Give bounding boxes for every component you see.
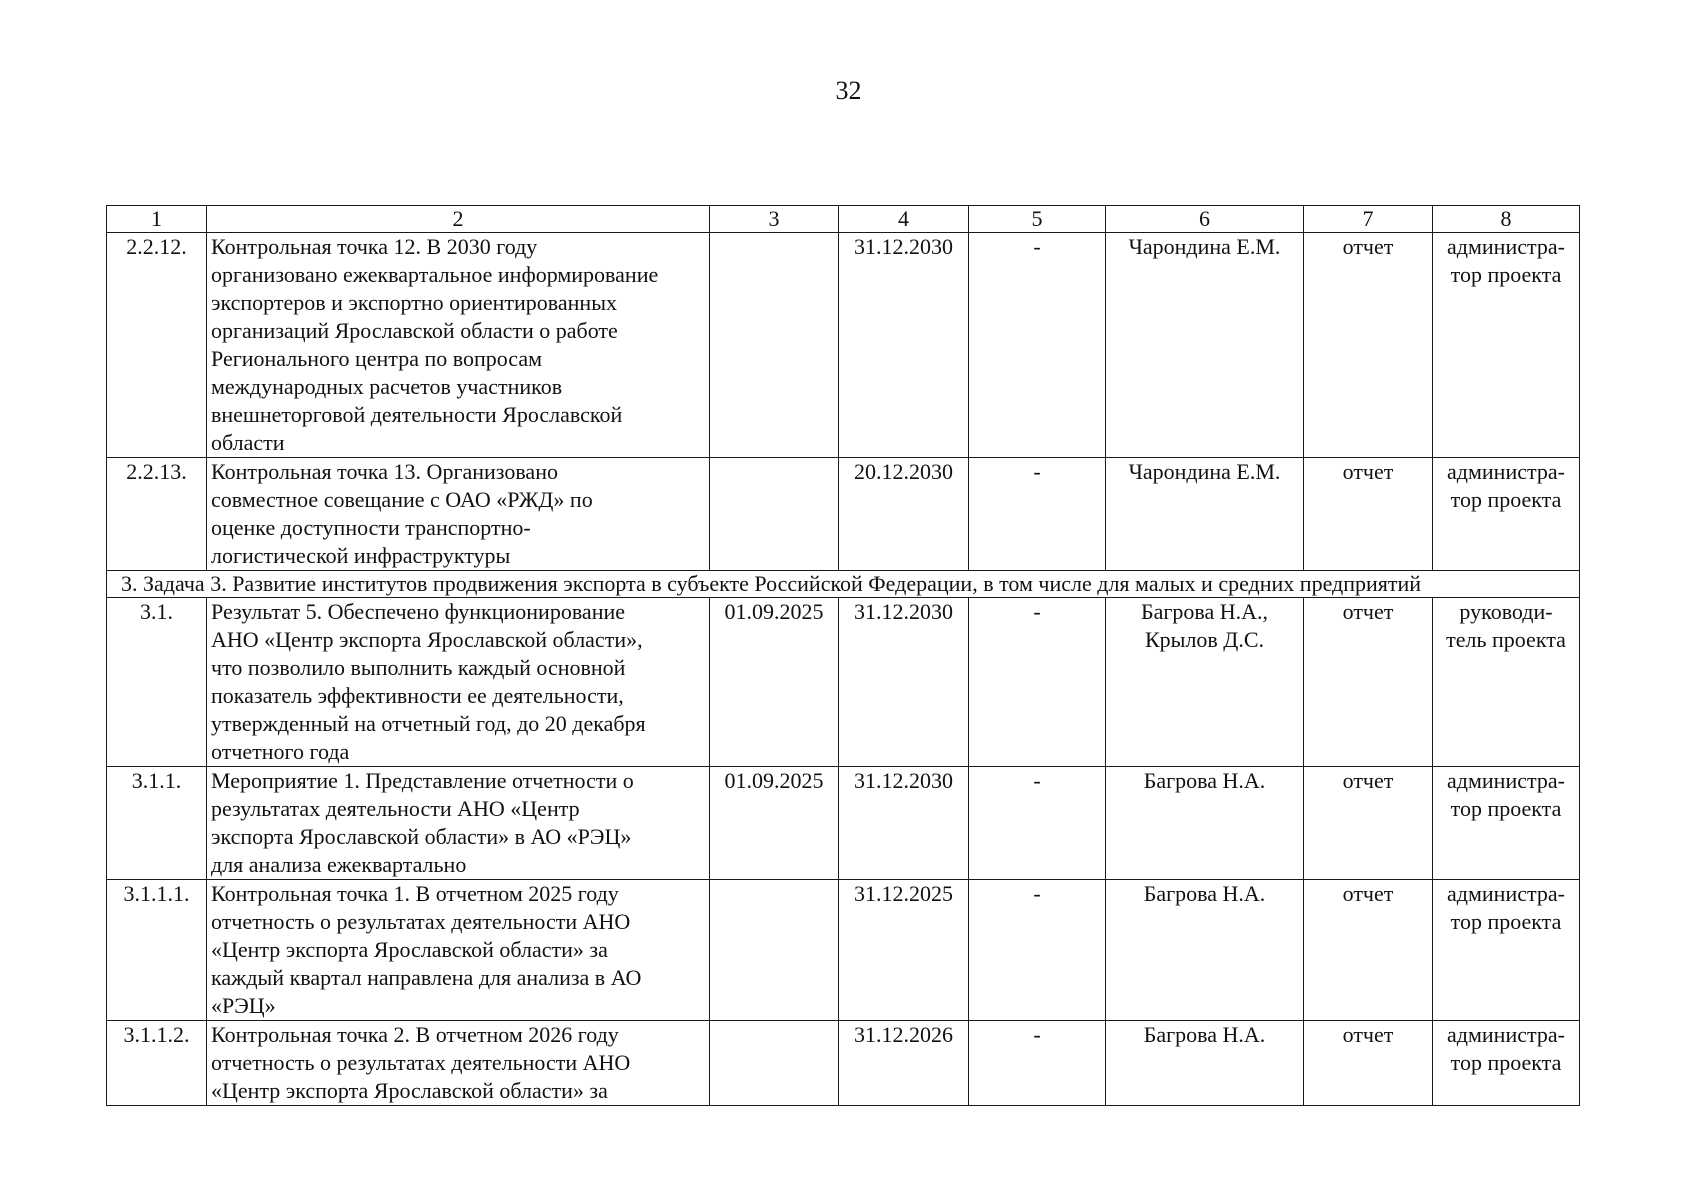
- table-row: [107, 1021, 1580, 1106]
- column-header: 6: [1106, 206, 1304, 233]
- document-type: отчет: [1304, 598, 1433, 767]
- end-date: 31.12.2030: [839, 598, 969, 767]
- row-name: Результат 5. Обеспечено функционирование АНО «Центр экспорта Ярославской области», что позволило выполнить каждый основной показатель эффективности ее деятельности, утвержденный на отчетный год, до 20 декабря отчетного года: [207, 598, 710, 767]
- task-heading-row: [107, 571, 1580, 598]
- column-5-value: -: [969, 1021, 1106, 1106]
- document-type: отчет: [1304, 458, 1433, 571]
- responsible-person: Багрова Н.А.: [1106, 1021, 1304, 1106]
- column-header-row: [107, 206, 1580, 233]
- row-number: 3.1.1.: [107, 767, 207, 880]
- table-row: [107, 598, 1580, 767]
- role: администра- тор проекта: [1433, 458, 1580, 571]
- row-name: Контрольная точка 2. В отчетном 2026 году отчетность о результатах деятельности АНО «Центр экспорта Ярославской области» за: [207, 1021, 710, 1106]
- row-number: 2.2.13.: [107, 458, 207, 571]
- end-date: 31.12.2030: [839, 767, 969, 880]
- start-date: [710, 233, 839, 458]
- role: администра- тор проекта: [1433, 880, 1580, 1021]
- column-5-value: -: [969, 767, 1106, 880]
- column-header: 2: [207, 206, 710, 233]
- column-header: 8: [1433, 206, 1580, 233]
- row-name: Контрольная точка 13. Организовано совместное совещание с ОАО «РЖД» по оценке доступности транспортно- логистической инфраструктуры: [207, 458, 710, 571]
- row-name: Контрольная точка 1. В отчетном 2025 году отчетность о результатах деятельности АНО «Центр экспорта Ярославской области» за каждый квартал направлена для анализа в АО «РЭЦ»: [207, 880, 710, 1021]
- role: администра- тор проекта: [1433, 1021, 1580, 1106]
- responsible-person: Багрова Н.А.: [1106, 880, 1304, 1021]
- start-date: [710, 458, 839, 571]
- role: администра- тор проекта: [1433, 233, 1580, 458]
- end-date: 31.12.2030: [839, 233, 969, 458]
- row-number: 3.1.: [107, 598, 207, 767]
- end-date: 31.12.2026: [839, 1021, 969, 1106]
- column-header: 4: [839, 206, 969, 233]
- column-header: 3: [710, 206, 839, 233]
- row-number: 3.1.1.1.: [107, 880, 207, 1021]
- document-type: отчет: [1304, 233, 1433, 458]
- column-5-value: -: [969, 458, 1106, 571]
- end-date: 20.12.2030: [839, 458, 969, 571]
- end-date: 31.12.2025: [839, 880, 969, 1021]
- role: руководи- тель проекта: [1433, 598, 1580, 767]
- task-heading: 3. Задача 3. Развитие институтов продвижения экспорта в субъекте Российской Федерации, в том числе для малых и средних предприятий: [107, 571, 1580, 598]
- row-number: 3.1.1.2.: [107, 1021, 207, 1106]
- column-5-value: -: [969, 598, 1106, 767]
- column-header: 1: [107, 206, 207, 233]
- table-row: [107, 767, 1580, 880]
- responsible-person: Чарондина Е.М.: [1106, 458, 1304, 571]
- row-name: Мероприятие 1. Представление отчетности о результатах деятельности АНО «Центр экспорта Ярославской области» в АО «РЭЦ» для анализа ежеквартально: [207, 767, 710, 880]
- start-date: [710, 880, 839, 1021]
- column-5-value: -: [969, 880, 1106, 1021]
- responsible-person: Багрова Н.А.: [1106, 767, 1304, 880]
- start-date: 01.09.2025: [710, 598, 839, 767]
- responsible-person: Багрова Н.А., Крылов Д.С.: [1106, 598, 1304, 767]
- table-row: [107, 880, 1580, 1021]
- document-type: отчет: [1304, 880, 1433, 1021]
- column-header: 5: [969, 206, 1106, 233]
- role: администра- тор проекта: [1433, 767, 1580, 880]
- table-row: [107, 233, 1580, 458]
- column-header: 7: [1304, 206, 1433, 233]
- page-number: 32: [835, 76, 862, 105]
- table-row: [107, 458, 1580, 571]
- column-5-value: -: [969, 233, 1106, 458]
- start-date: [710, 1021, 839, 1106]
- start-date: 01.09.2025: [710, 767, 839, 880]
- responsible-person: Чарондина Е.М.: [1106, 233, 1304, 458]
- plan-table: [106, 205, 1580, 1106]
- row-name: Контрольная точка 12. В 2030 году организовано ежеквартальное информирование экспортеров и экспортно ориентированных организаций Ярославской области о работе Регионального центра по вопросам международных расчетов участников внешнеторговой деятельности Ярославской области: [207, 233, 710, 458]
- document-type: отчет: [1304, 767, 1433, 880]
- document-type: отчет: [1304, 1021, 1433, 1106]
- row-number: 2.2.12.: [107, 233, 207, 458]
